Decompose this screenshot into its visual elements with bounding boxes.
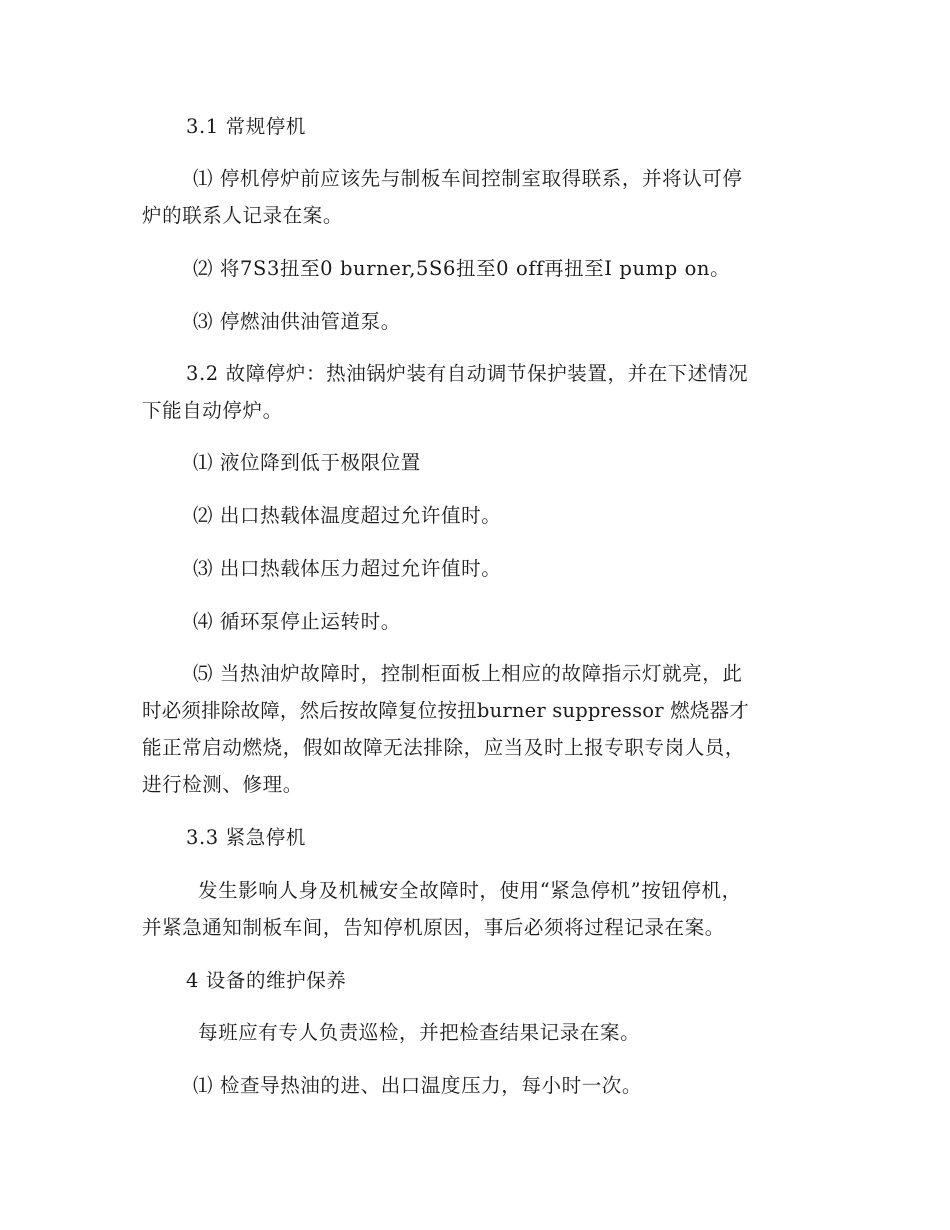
paragraph-3-2-item-2: ⑵ 出口热载体温度超过允许值时。 (193, 504, 502, 527)
heading-3-1: 3.1 常规停机 (186, 115, 307, 138)
paragraph-3-2-item-5-line-4: 进行检测、修理。 (142, 773, 303, 796)
heading-3-3: 3.3 紧急停机 (186, 826, 307, 849)
paragraph-3-1-item-1-line-2: 炉的联系人记录在案。 (142, 204, 344, 227)
paragraph-3-2-item-4: ⑷ 循环泵停止运转时。 (193, 610, 401, 633)
paragraph-3-2-item-1: ⑴ 液位降到低于极限位置 (193, 451, 421, 474)
heading-3-2-line-1: 3.2 故障停炉：热油锅炉装有自动调节保护装置，并在下述情况 (186, 362, 749, 385)
paragraph-3-2-item-3: ⑶ 出口热载体压力超过允许值时。 (193, 557, 502, 580)
heading-4: 4 设备的维护保养 (186, 969, 347, 992)
paragraph-3-2-item-5-line-3: 能正常启动燃烧，假如故障无法排除，应当及时上报专职专岗人员， (142, 736, 746, 759)
paragraph-4-body: 每班应有专人负责巡检，并把检查结果记录在案。 (198, 1021, 641, 1044)
paragraph-3-1-item-1-line-1: ⑴ 停机停炉前应该先与制板车间控制室取得联系，并将认可停 (193, 167, 743, 190)
paragraph-3-2-item-5-line-2: 时必须排除故障，然后按故障复位按扭burner suppressor 燃烧器才 (142, 699, 749, 722)
heading-3-2-line-2: 下能自动停炉。 (142, 399, 283, 422)
paragraph-4-item-1: ⑴ 检查导热油的进、出口温度压力，每小时一次。 (193, 1074, 642, 1097)
paragraph-3-3-body-line-1: 发生影响人身及机械安全故障时，使用“紧急停机”按钮停机， (198, 879, 742, 902)
paragraph-3-2-item-5-line-1: ⑸ 当热油炉故障时，控制柜面板上相应的故障指示灯就亮，此 (193, 662, 743, 685)
paragraph-3-1-item-3: ⑶ 停燃油供油管道泵。 (193, 310, 401, 333)
paragraph-3-3-body-line-2: 并紧急通知制板车间，告知停机原因，事后必须将过程记录在案。 (142, 916, 725, 939)
paragraph-3-1-item-2: ⑵ 将7S3扭至0 burner,5S6扭至0 off再扭至I pump on。 (193, 257, 731, 280)
